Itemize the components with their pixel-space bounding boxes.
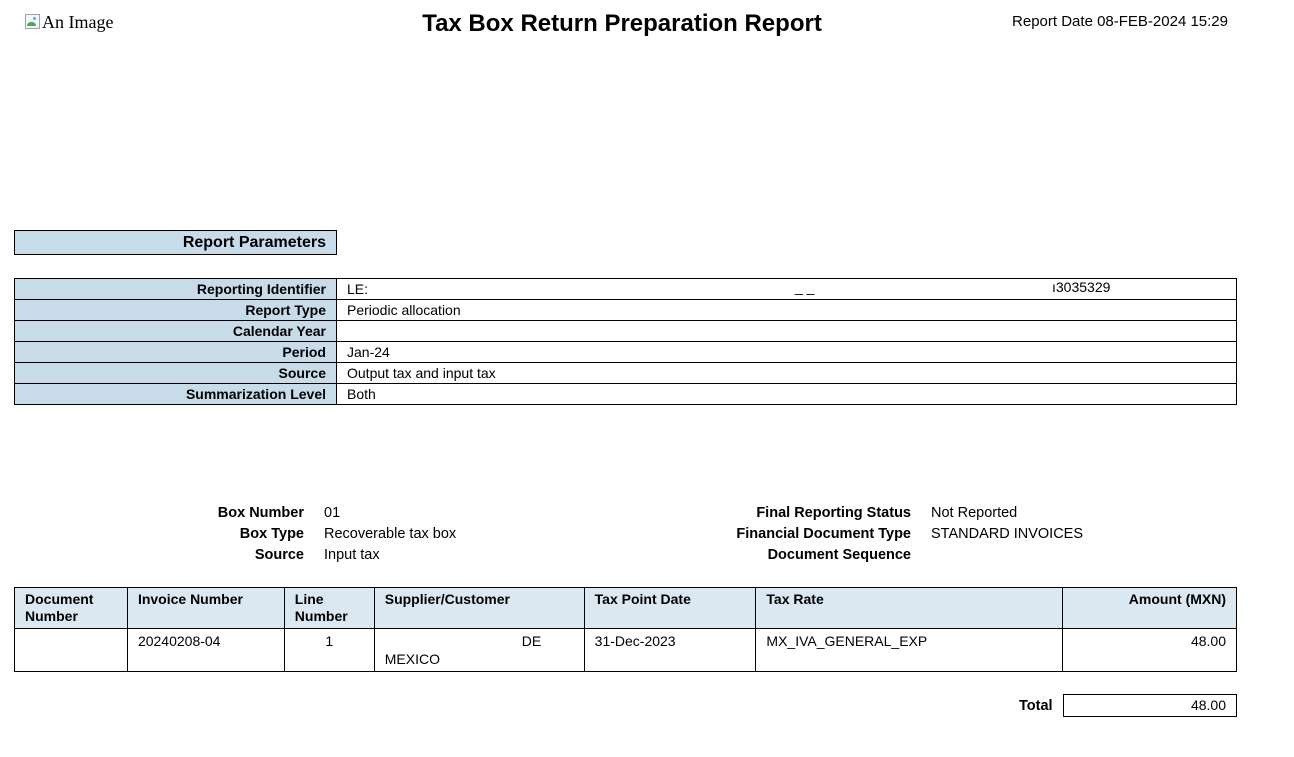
cell-document-number: [15, 629, 128, 672]
identifier-suffix: ı3035329: [1052, 279, 1111, 295]
box-type-label: Box Type: [239, 526, 304, 542]
param-row-report-type: [15, 300, 1237, 321]
supplier-line1: DE: [521, 633, 542, 649]
redacted-fragment: _ _: [795, 279, 815, 295]
param-label: Summarization Level: [15, 384, 337, 405]
logo-alt-text: An Image: [42, 12, 114, 32]
report-parameters-heading: Report Parameters: [14, 230, 337, 255]
param-row-reporting-identifier: [15, 279, 1237, 300]
col-amount: Amount (MXN): [1063, 588, 1237, 629]
cell-supplier-customer: [374, 629, 584, 672]
param-value: [337, 321, 1237, 342]
param-label: Calendar Year: [15, 321, 337, 342]
box-source-label: Source: [254, 547, 304, 563]
box-type-value: Recoverable tax box: [324, 526, 457, 542]
supplier-line2: MEXICO: [384, 651, 440, 667]
table-row: [15, 629, 1237, 672]
cell-amount: 48.00: [1063, 629, 1237, 672]
param-label: Reporting Identifier: [15, 279, 337, 300]
param-value: Jan-24: [337, 342, 1237, 363]
final-reporting-status-label: Final Reporting Status: [756, 505, 911, 521]
param-row-source: [15, 363, 1237, 384]
col-document-number: Document Number: [15, 588, 128, 629]
table-header-row: [15, 588, 1237, 629]
document-sequence-value: [911, 545, 931, 566]
document-sequence-label: Document Sequence: [767, 547, 911, 563]
financial-document-type-value: STANDARD INVOICES: [931, 526, 1084, 542]
param-label: Period: [15, 342, 337, 363]
box-number-value: 01: [324, 505, 341, 521]
param-value: LE: _ _ ı3035329: [337, 279, 1237, 300]
report-date: Report Date 08-FEB-2024 15:29: [1012, 13, 1228, 30]
financial-document-type-row: [700, 524, 1083, 545]
box-info-right: [700, 503, 1083, 566]
param-row-calendar-year: [15, 321, 1237, 342]
cell-tax-point-date: 31-Dec-2023: [584, 629, 756, 672]
total-label: Total: [1019, 698, 1053, 714]
box-number-label: Box Number: [217, 505, 304, 521]
box-source-value: Input tax: [324, 547, 380, 563]
box-source-row: [150, 545, 456, 566]
report-title: Tax Box Return Preparation Report: [422, 10, 822, 37]
param-row-summarization-level: [15, 384, 1237, 405]
param-label: Source: [15, 363, 337, 384]
col-line-number: Line Number: [284, 588, 374, 629]
total-value: 48.00: [1190, 697, 1226, 713]
param-value: Periodic allocation: [337, 300, 1237, 321]
col-invoice-number: Invoice Number: [127, 588, 284, 629]
param-row-period: [15, 342, 1237, 363]
box-type-row: [150, 524, 456, 545]
report-parameters-table: [14, 278, 1237, 405]
financial-document-type-label: Financial Document Type: [736, 526, 911, 542]
col-tax-rate: Tax Rate: [756, 588, 1063, 629]
param-value: Output tax and input tax: [337, 363, 1237, 384]
cell-tax-rate: MX_IVA_GENERAL_EXP: [756, 629, 1063, 672]
param-label: Report Type: [15, 300, 337, 321]
col-supplier-customer: Supplier/Customer: [374, 588, 584, 629]
tax-detail-table: [14, 587, 1237, 672]
final-reporting-status-value: Not Reported: [931, 505, 1018, 521]
box-number-row: [150, 503, 456, 524]
cell-line-number: 1: [284, 629, 374, 672]
document-sequence-row: [700, 545, 1083, 566]
total-value-box: [1063, 694, 1237, 717]
col-tax-point-date: Tax Point Date: [584, 588, 756, 629]
final-reporting-status-row: [700, 503, 1083, 524]
box-info-left: [150, 503, 456, 566]
cell-invoice-number: 20240208-04: [127, 629, 284, 672]
param-value: Both: [337, 384, 1237, 405]
